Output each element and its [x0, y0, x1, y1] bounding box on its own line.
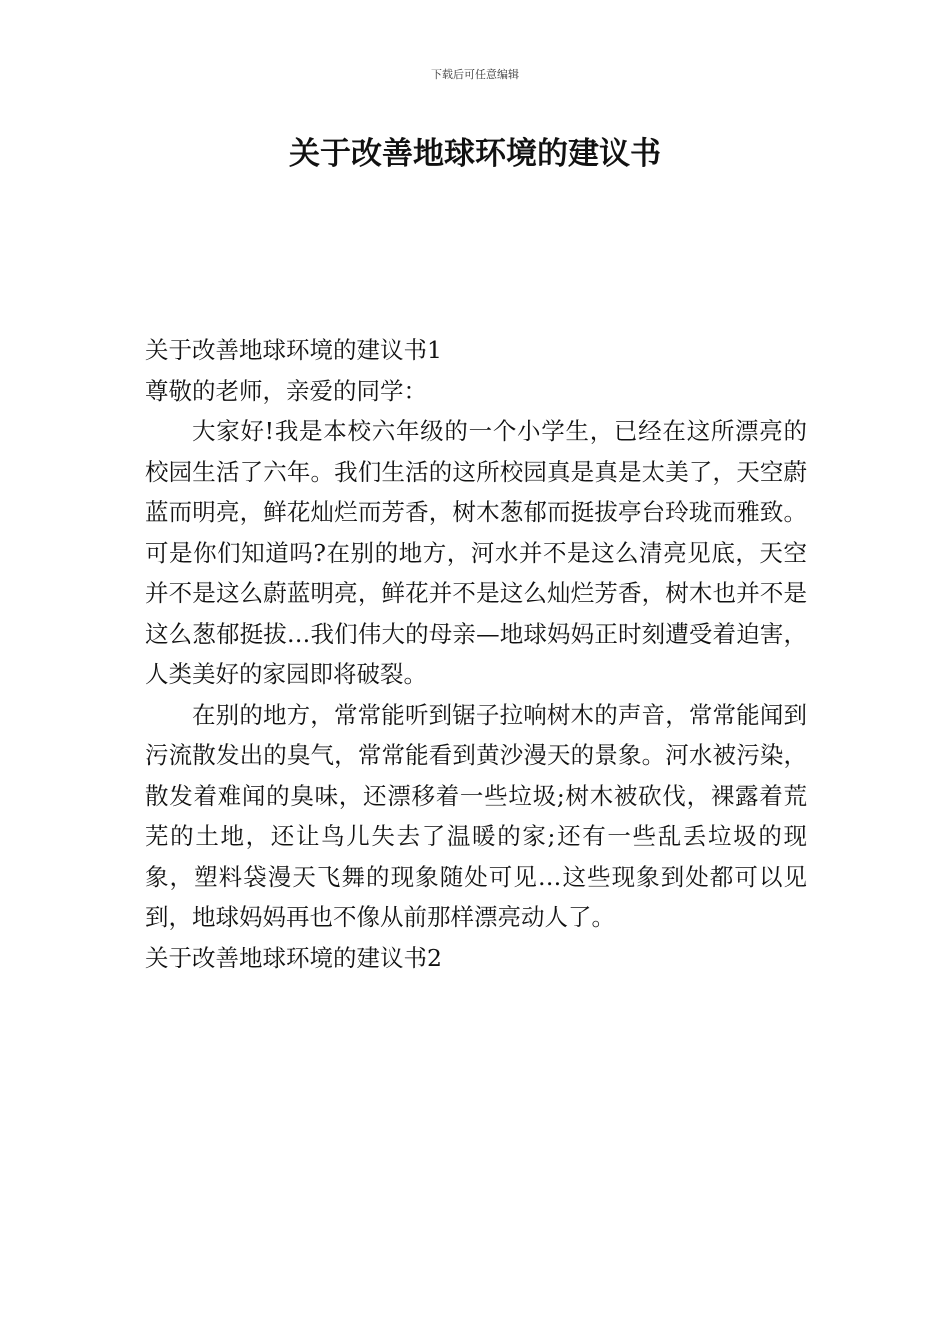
document-title: 关于改善地球环境的建议书 [289, 136, 661, 172]
header-note: 下载后可任意编辑 [431, 68, 519, 81]
section-heading-1: 关于改善地球环境的建议书1 [145, 336, 442, 364]
paragraph-2: 在别的地方，常常能听到锯子拉响树木的声音，常常能闻到污流散发出的臭气，常常能看到黄沙漫天的景象。河水被污染，散发着难闻的臭味，还漂移着一些垃圾;树木被砍伐，裸露着荒芜的土地，还让鸟儿失去了温暖的家;还有一些乱丢垃圾的现象，塑料袋漫天飞舞的现象随处可见…这些现象到处都可以见到，地球妈妈再也不像从前那样漂亮动人了。 [145, 700, 807, 931]
paragraph-1: 大家好!我是本校六年级的一个小学生，已经在这所漂亮的校园生活了六年。我们生活的这所校园真是真是太美了，天空蔚蓝而明亮，鲜花灿烂而芳香，树木葱郁而挺拔亭台玲珑而雅致。可是你们知道吗?在别的地方，河水并不是这么清亮见底，天空并不是这么蔚蓝明亮，鲜花并不是这么灿烂芳香，树木也并不是这么葱郁挺拔…我们伟大的母亲—地球妈妈正时刻遭受着迫害，人类美好的家园即将破裂。 [145, 417, 807, 688]
document-body [145, 330, 807, 978]
salutation: 尊敬的老师，亲爱的同学： [145, 376, 427, 405]
section-heading-2: 关于改善地球环境的建议书2 [145, 943, 442, 972]
